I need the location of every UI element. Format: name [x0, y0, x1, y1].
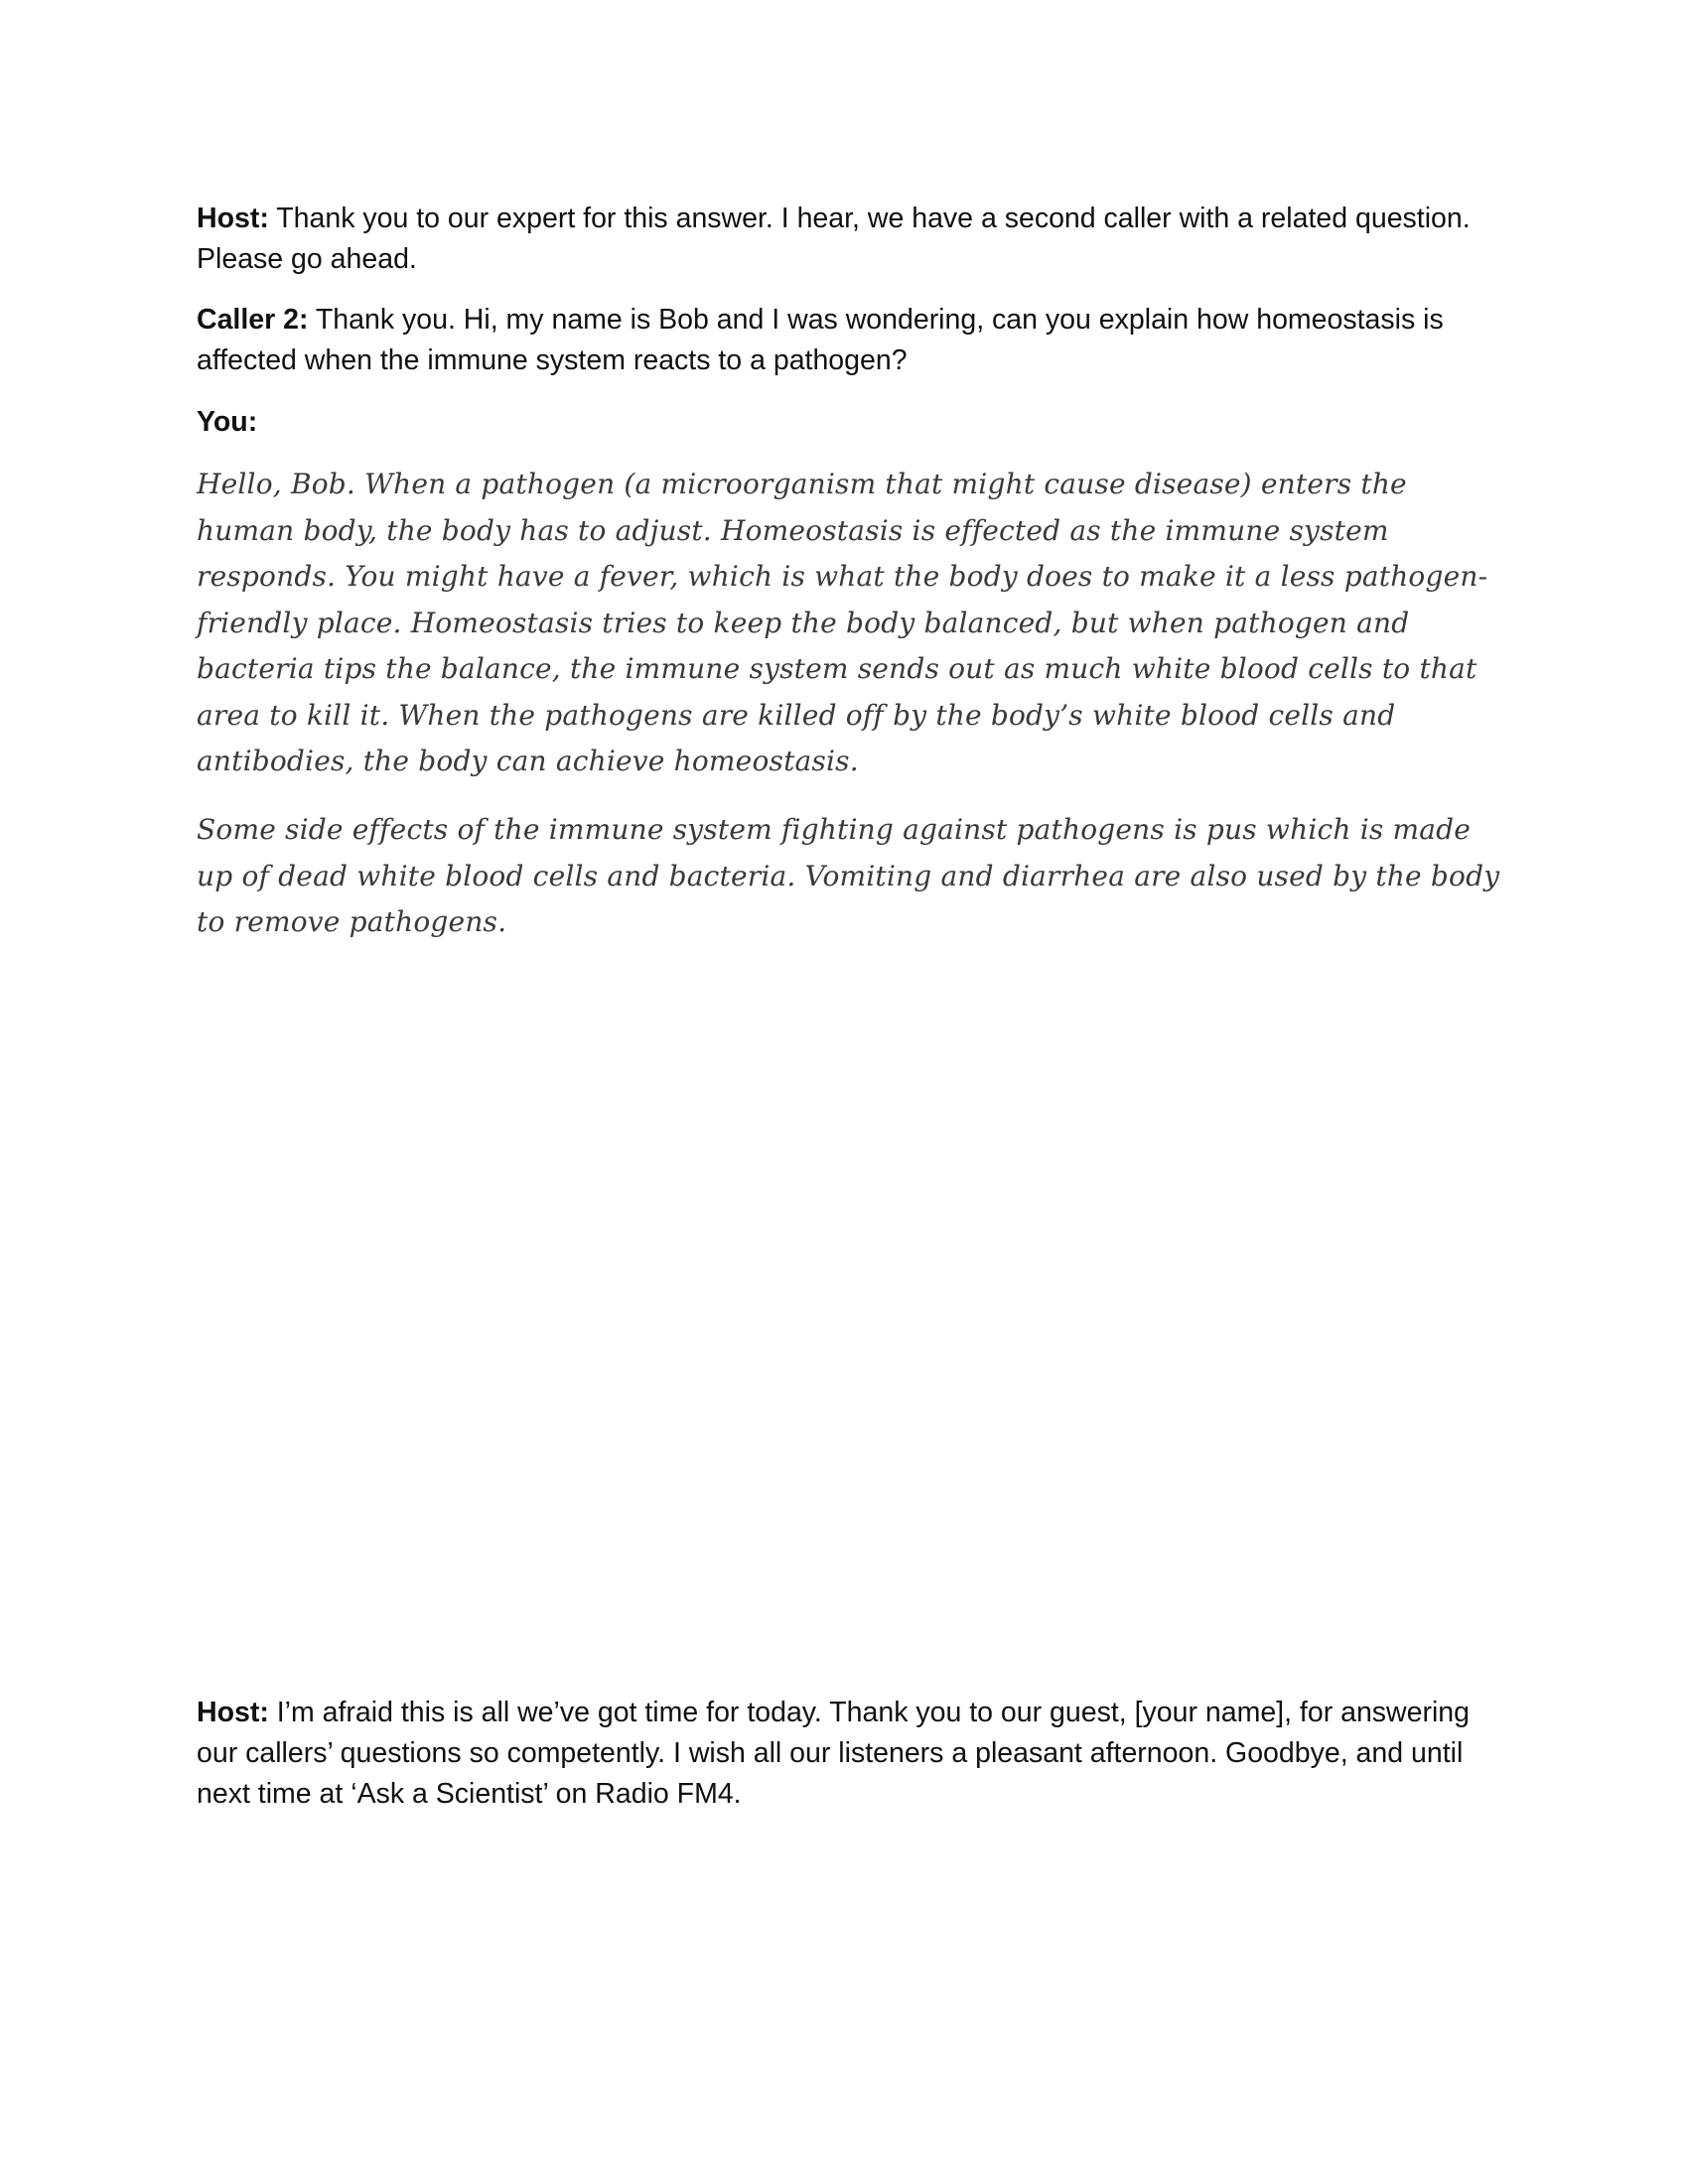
handwritten-answer-paragraph-1: Hello, Bob. When a pathogen (a microorganism that might cause disease) enters the human body, the body has to adjust. Homeostasis is effected as the immune system responds. You might have a fever, which is what the body does to make it a less pathogen-friendly place. Homeostasis tries to keep the body balanced, but when pathogen and bacteria tips the balance, the immune system sends out as much white blood cells to that area to kill it. When the pathogens are killed off by the body’s white blood cells and antibodies, the body can achieve homeostasis.: [197, 468, 1488, 777]
host-intro-text: Thank you to our expert for this answer. I hear, we have a second caller with a related question. Please go ahead.: [197, 203, 1471, 275]
host-intro-paragraph: [197, 199, 1487, 280]
you-speaker-label: You:: [197, 406, 258, 438]
caller-2-question-text: Thank you. Hi, my name is Bob and I was wondering, can you explain how homeostasis is affected when the immune system reacts to a pathogen?: [197, 304, 1444, 376]
host-speaker-label: Host:: [197, 203, 269, 234]
host-closing-text: I’m afraid this is all we’ve got time for today. Thank you to our guest, [your name], for answering our callers’ questions so competently. I wish all our listeners a pleasant afternoon. Goodbye, and until next time at ‘Ask a Scientist’ on Radio FM4.: [197, 1697, 1471, 1810]
host-closing-speaker-label: Host:: [197, 1697, 269, 1728]
caller-2-speaker-label: Caller 2:: [197, 304, 309, 336]
handwritten-answer-paragraph-2: Some side effects of the immune system fighting against pathogens is pus which is made up of dead white blood cells and bacteria. Vomiting and diarrhea are also used by the body to remove pathogens.: [197, 813, 1500, 938]
caller-2-paragraph: [197, 300, 1487, 381]
you-paragraph: [197, 402, 1487, 443]
host-closing-paragraph: [197, 1693, 1487, 1815]
